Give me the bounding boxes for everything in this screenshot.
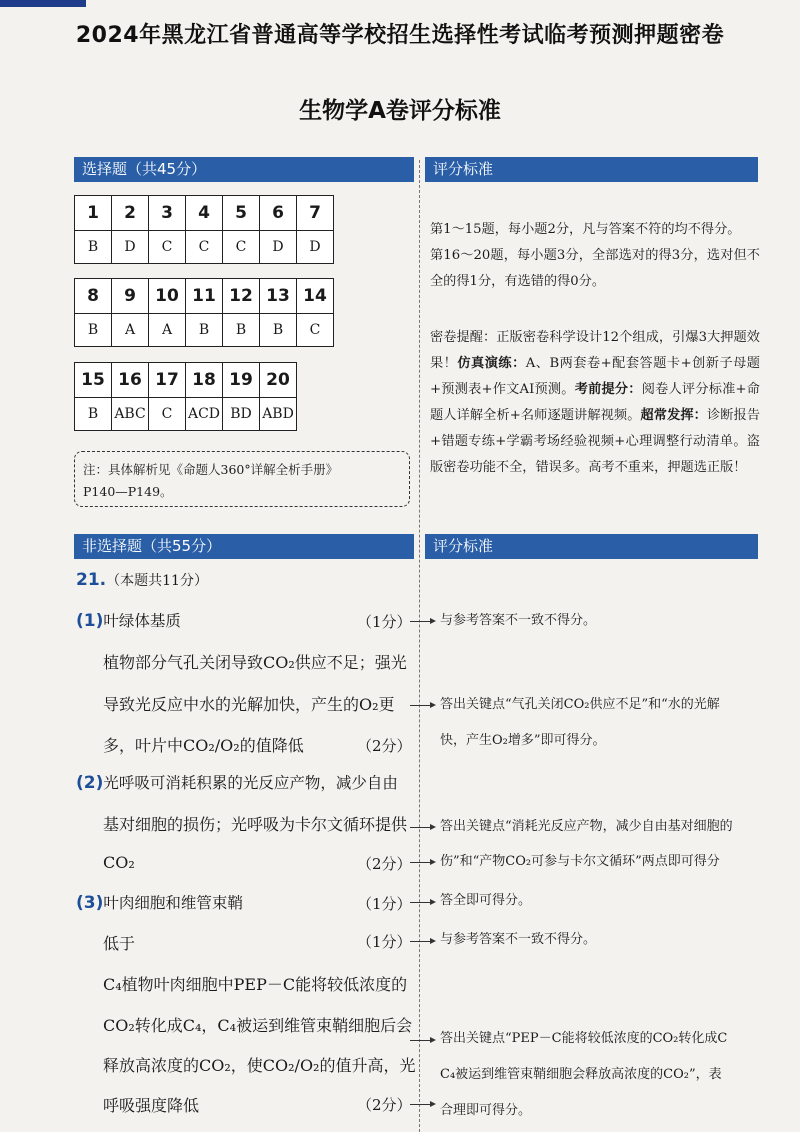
question-number: 4: [186, 196, 223, 231]
answer-line: 释放高浓度的CO₂，使CO₂/O₂的值升高，光: [103, 1056, 416, 1075]
promo-text-1: A、B两套卷+配套答题卡+创新子母题+预测表+作文AI预测。: [430, 356, 760, 397]
answer-line: CO₂转化成C₄，C₄被运到维管束鞘细胞后会: [103, 1016, 413, 1035]
criteria-mc-2: 第16～20题，每小题3分，全部选对的得3分，选对但不全的得1分，有选错的得0分。: [430, 248, 760, 289]
page-subtitle: 生物学A卷评分标准: [299, 98, 501, 124]
arrow: [410, 621, 434, 622]
answer-table-1: [74, 195, 334, 264]
answer-line: 植物部分气孔关闭导致CO₂供应不足；强光: [103, 653, 407, 672]
question-number: 13: [260, 279, 297, 314]
nonmc-section-bar: 非选择题（共55分）: [74, 534, 414, 559]
question-number: 19: [223, 363, 260, 398]
sub-3-text: 叶肉细胞和维管束鞘: [103, 894, 243, 912]
answer-cell: A: [112, 314, 149, 347]
arrow: [410, 1040, 434, 1041]
question-number: 6: [260, 196, 297, 231]
arrow: [410, 705, 434, 706]
score: （1分）: [357, 933, 412, 951]
question-21-heading: [76, 570, 208, 590]
question-number: 2: [112, 196, 149, 231]
promo-text: [430, 325, 760, 481]
question-number: 17: [149, 363, 186, 398]
answer-table-3: [74, 362, 297, 431]
question-number: 12: [223, 279, 260, 314]
note-line-2: P140—P149。: [83, 484, 173, 499]
question-number: 18: [186, 363, 223, 398]
criteria-text: 与参考答案不一致不得分。: [440, 613, 597, 628]
mc-section-bar: 选择题（共45分）: [74, 157, 414, 182]
question-number: 14: [297, 279, 334, 314]
criteria-text: 答出关键点“PEP－C能将较低浓度的CO₂转化成C: [440, 1031, 728, 1046]
answer-cell: B: [75, 398, 112, 431]
criteria-text: 答出关键点“气孔关闭CO₂供应不足”和“水的光解: [440, 697, 720, 712]
answer-cell: C: [297, 314, 334, 347]
criteria-bar-2: 评分标准: [425, 534, 758, 559]
arrow: [410, 827, 434, 828]
answer-cell: C: [149, 231, 186, 264]
answer-cell: C: [223, 231, 260, 264]
sub-3-line-1: [76, 891, 243, 913]
criteria-text: 与参考答案不一致不得分。: [440, 932, 597, 947]
question-number: 8: [75, 279, 112, 314]
page-title: 2024年黑龙江省普通高等学校招生选择性考试临考预测押题密卷: [75, 23, 725, 48]
answer-cell: A: [149, 314, 186, 347]
criteria-bar-1: 评分标准: [425, 157, 758, 182]
criteria-text: 合理即可得分。: [440, 1103, 532, 1118]
promo-text-3: 诊断报告+错题专练+学霸考场经验视频+心理调整行动清单。盗版密卷功能不全，错误多。高考不重来，押题选正版！: [430, 408, 761, 475]
sub-3-number: (3): [76, 893, 104, 913]
answer-cell: C: [149, 398, 186, 431]
criteria-text: 快，产生O₂增多”即可得分。: [440, 733, 606, 748]
score: （2分）: [357, 855, 412, 873]
answer-cell: ABD: [260, 398, 297, 431]
sub-1-answer-a: [76, 609, 181, 631]
question-number: 3: [149, 196, 186, 231]
answer-cell: BD: [223, 398, 260, 431]
top-band: [0, 0, 86, 7]
answer-cell: B: [260, 314, 297, 347]
question-number: 16: [112, 363, 149, 398]
answer-line: CO₂: [103, 853, 135, 872]
promo-intro: 密卷提醒：正版密卷科学设计12个组成，引爆3大押题效果！: [430, 330, 760, 371]
criteria-text: C₄被运到维管束鞘细胞会释放高浓度的CO₂”，表: [440, 1067, 722, 1082]
answer-cell: D: [297, 231, 334, 264]
promo-text-2: 阅卷人评分标准+命题人详解全析+名师逐题讲解视频。: [430, 382, 760, 423]
score: （1分）: [357, 613, 412, 631]
answer-cell: B: [186, 314, 223, 347]
promo-label-3: 超常发挥：: [640, 408, 707, 423]
arrow: [410, 941, 434, 942]
criteria-text: 答全即可得分。: [440, 893, 532, 908]
question-number: 1: [75, 196, 112, 231]
answer-line: 低于: [103, 934, 136, 953]
column-divider: [419, 160, 420, 1132]
arrow: [410, 902, 434, 903]
answer-line: 基对细胞的损伤；光呼吸为卡尔文循环提供: [103, 815, 408, 834]
arrow: [410, 862, 434, 863]
sub-1-text: 叶绿体基质: [103, 612, 181, 630]
score: （1分）: [357, 895, 412, 913]
answer-cell: D: [112, 231, 149, 264]
question-number: 15: [75, 363, 112, 398]
criteria-text: 伤”和“产物CO₂可参与卡尔文循环”两点即可得分: [440, 854, 720, 869]
question-number: 7: [297, 196, 334, 231]
answer-cell: C: [186, 231, 223, 264]
note-line-1: 注：具体解析见《命题人360°详解全析手册》: [83, 462, 339, 477]
answer-cell: D: [260, 231, 297, 264]
promo-label-2: 考前提分：: [574, 382, 642, 397]
answer-cell: ACD: [186, 398, 223, 431]
criteria-text: 答出关键点“消耗光反应产物，减少自由基对细胞的: [440, 819, 733, 834]
sub-2-line-1: [76, 771, 398, 793]
answer-cell: B: [223, 314, 260, 347]
answer-table-2: [74, 278, 334, 347]
sub-2-text: 光呼吸可消耗积累的光反应产物，减少自由: [103, 774, 398, 792]
sub-1-number: (1): [76, 611, 104, 631]
arrow: [410, 1104, 434, 1105]
answer-cell: ABC: [112, 398, 149, 431]
reference-note: [74, 451, 410, 507]
promo-label-1: 仿真演练：: [457, 356, 526, 371]
question-number: 5: [223, 196, 260, 231]
criteria-mc-1: 第1～15题，每小题2分，凡与答案不符的均不得分。: [430, 222, 741, 237]
question-21-note: （本题共11分）: [106, 573, 208, 589]
score: （2分）: [357, 1096, 412, 1114]
question-number: 11: [186, 279, 223, 314]
sub-2-number: (2): [76, 773, 104, 793]
answer-line: 多，叶片中CO₂/O₂的值降低: [103, 736, 304, 755]
answer-line: 导致光反应中水的光解加快，产生的O₂更: [103, 695, 395, 714]
score: （2分）: [357, 737, 412, 755]
question-number: 10: [149, 279, 186, 314]
answer-cell: B: [75, 314, 112, 347]
answer-line: C₄植物叶肉细胞中PEP－C能将较低浓度的: [103, 975, 408, 994]
answer-cell: B: [75, 231, 112, 264]
answer-line: 呼吸强度降低: [103, 1096, 200, 1115]
question-21-number: 21.: [76, 570, 107, 590]
question-number: 20: [260, 363, 297, 398]
question-number: 9: [112, 279, 149, 314]
